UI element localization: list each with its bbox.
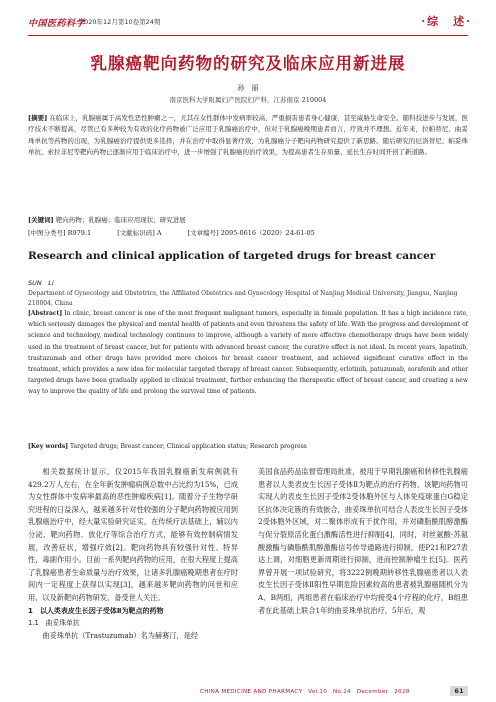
page-footer (200, 687, 468, 697)
article-title-cn: 乳腺癌靶向药物的研究及临床应用新进展 (90, 54, 406, 73)
abstract-cn (28, 113, 468, 159)
article-title-en: Research and clinical application of targeted drugs for breast cancer (28, 250, 436, 262)
author-cn: 孙 丽 (237, 84, 259, 92)
abstract-cn-text: 在临床上，乳腺癌属于高发性恶性肿瘤之一，尤其在女性群体中发病率较高，严重损害患者身心健康，甚至威胁生命安全。随科技进步与发展，医疗技术不断提高，尽管已有多种较为有效的化疗药物被广泛应用于乳腺癌治疗中，但对于乳腺癌晚期患者而言，疗效并不理想。近年来，拉帕替尼、曲妥珠单抗等药物的出现，为乳腺癌治疗提供更多选择，并在治疗中取得显著疗效，为乳腺癌分子靶向药物研究提供了新思路。随后研究的厄洛替尼、帕妥珠单抗、索拉非尼等靶向药物已逐渐应用于临床治疗中，进一步增强了乳腺癌的治疗效果，为提高患者生存质量、延长生存时间开创了新道路。 (28, 114, 468, 157)
author-en: SUN Li (28, 279, 54, 287)
section-label: ·综 述· (421, 15, 472, 28)
classification-line (28, 228, 468, 237)
keywords-cn-label: [关键词] (28, 216, 54, 224)
abstract-cn-label: [摘要] (28, 114, 48, 122)
header-divider (28, 35, 468, 36)
page-number: 61 (450, 686, 468, 696)
body-column-right (258, 466, 468, 617)
clc-number: [中图分类号] R979.1 (28, 229, 92, 237)
keywords-en-label: [Key words] (28, 443, 69, 450)
abstract-en (28, 308, 468, 398)
page-header (28, 12, 476, 34)
abstract-en-text: In clinic, breast cancer is one of the most frequent malignant tumors, especially in female population. It has a high incidence rate, which seriously damages the physical and mental health of patients and even threatens the safety of life. With the progress and development of science and technology, medical technology continues to improve, although a variety of more effective chemotherapy drugs have been widely used in the treatment of breast cancer, but for patients with advanced breast cancer, the curative effect is not ideal. In recent years, lapatinib, trastuzumab and other drugs have provided more choices for breast cancer treatment, and achieved significant curative effect in the treatment, which provides a new idea for molecular targeted therapy of breast cancer. Subsequently, erlotinib, patuzumab, sorafenib and other targeted drugs have been gradually applied in clinical treatment, further enhancing the therapeutic effect of breast cancer, and creating a new way to improve the quality of life and prolong the survival time of patients. (28, 310, 468, 396)
subsection-heading: 1.1 曲妥珠单抗 (28, 619, 80, 628)
body-paragraph: 曲妥珠单抗（Trastuzumab）名为赫赛汀，是经 (42, 630, 199, 640)
affiliation-cn: 南京医科大学附属妇产医院妇产科，江苏南京 210004 (169, 96, 327, 104)
issue-info: 2020年12月第10卷第24期 (80, 18, 161, 26)
body-paragraph: 相关数据统计显示，仅2015年我国乳腺癌新发病例就有429.2万人左右，在全年新发肿瘤病例总数中占比约为15%，已成为女性群体中发病率最高的恶性肿瘤疾病[1]。随着分子生物学研究进程的日益深入，越来越多针对性较强的分子靶向药物被应用到乳腺癌治疗中，经大量实验研究证实，在传统疗法基础上，辅以内分泌、靶向药物、放化疗等综合治疗方式，能够有效控制病情发展，改善症状，增强疗效[2]。靶向药物具有较强针对性、特异性，毒副作用小。目前一系列靶向药物的应用，在很大程度上提高了乳腺癌患者生命质量与治疗效果，让诸多乳腺癌晚期患者在疗时间内一定程度上获得以实现[3]，越来越多靶向药物的问世和应用，以及新靶向药物研发，备受世人关注。 (28, 467, 238, 602)
journal-logo: 中国医药科学 (28, 19, 86, 29)
keywords-en-text: Targeted drugs; Breast cancer; Clinical application status; Research progress (69, 443, 307, 450)
abstract-en-label: [Abstract] (28, 310, 63, 317)
keywords-cn-text: 靶向药物；乳腺癌；临床应用现状；研究进展 (55, 216, 186, 224)
document-code: [文献标识码] A (117, 229, 162, 237)
keywords-en (28, 443, 468, 450)
article-number: [文章编号] 2095-0616（2020）24-61-05 (187, 229, 315, 237)
body-column-left (28, 466, 238, 642)
keywords-cn (28, 215, 468, 224)
section-heading: 1 以人类表皮生长因子受体Ⅱ为靶点的药物 (28, 606, 164, 615)
body-paragraph: 美国食品药品监督管理局批准，被用于早期乳腺癌和转移性乳腺癌患者以人类表皮生长因子受体Ⅱ为靶点的治疗药物。该靶向药物可实现人的表皮生长因子受体2受体胞外区与人体免疫球蛋白G稳定区抗体决定簇的有效嵌合，曲妥珠单抗可结合人表皮生长因子受体2受体胞外区域，对二聚体形成有干扰作用，并对磷脂酰肌醇激酶与促分裂原活化蛋白激酶活性进行抑制[4]，同时，对丝氨酸-苏氨酸激酶与磷脂酰肌醇激酶信号传导通路进行抑制，使P21和P27表达上调，对细胞更新周期进行抑制，进而控制肿瘤生长[5]。医药界曾开展一项试验研究，将3222例晚期转移性乳腺癌患者以人表皮生长因子受体Ⅱ阳性早期危险因素较高的患者被乳腺癌随机分为A、B两组，两组患者在临床治疗中均接受4个疗程的化疗，B组患者在此基础上联合1年的曲妥珠单抗治疗，5年后，观 (258, 467, 468, 615)
footer-journal-info: CHINA MEDICINE AND PHARMACY Vol.10 No.24 December 2020 (200, 689, 410, 695)
affiliation-en: Department of Gynecology and Obstetrics, the Affiliated Obstetrics and Gynecology Hospital of Nanjing Medical University, Jiangsu, Nanjing 210004, China (28, 290, 458, 307)
